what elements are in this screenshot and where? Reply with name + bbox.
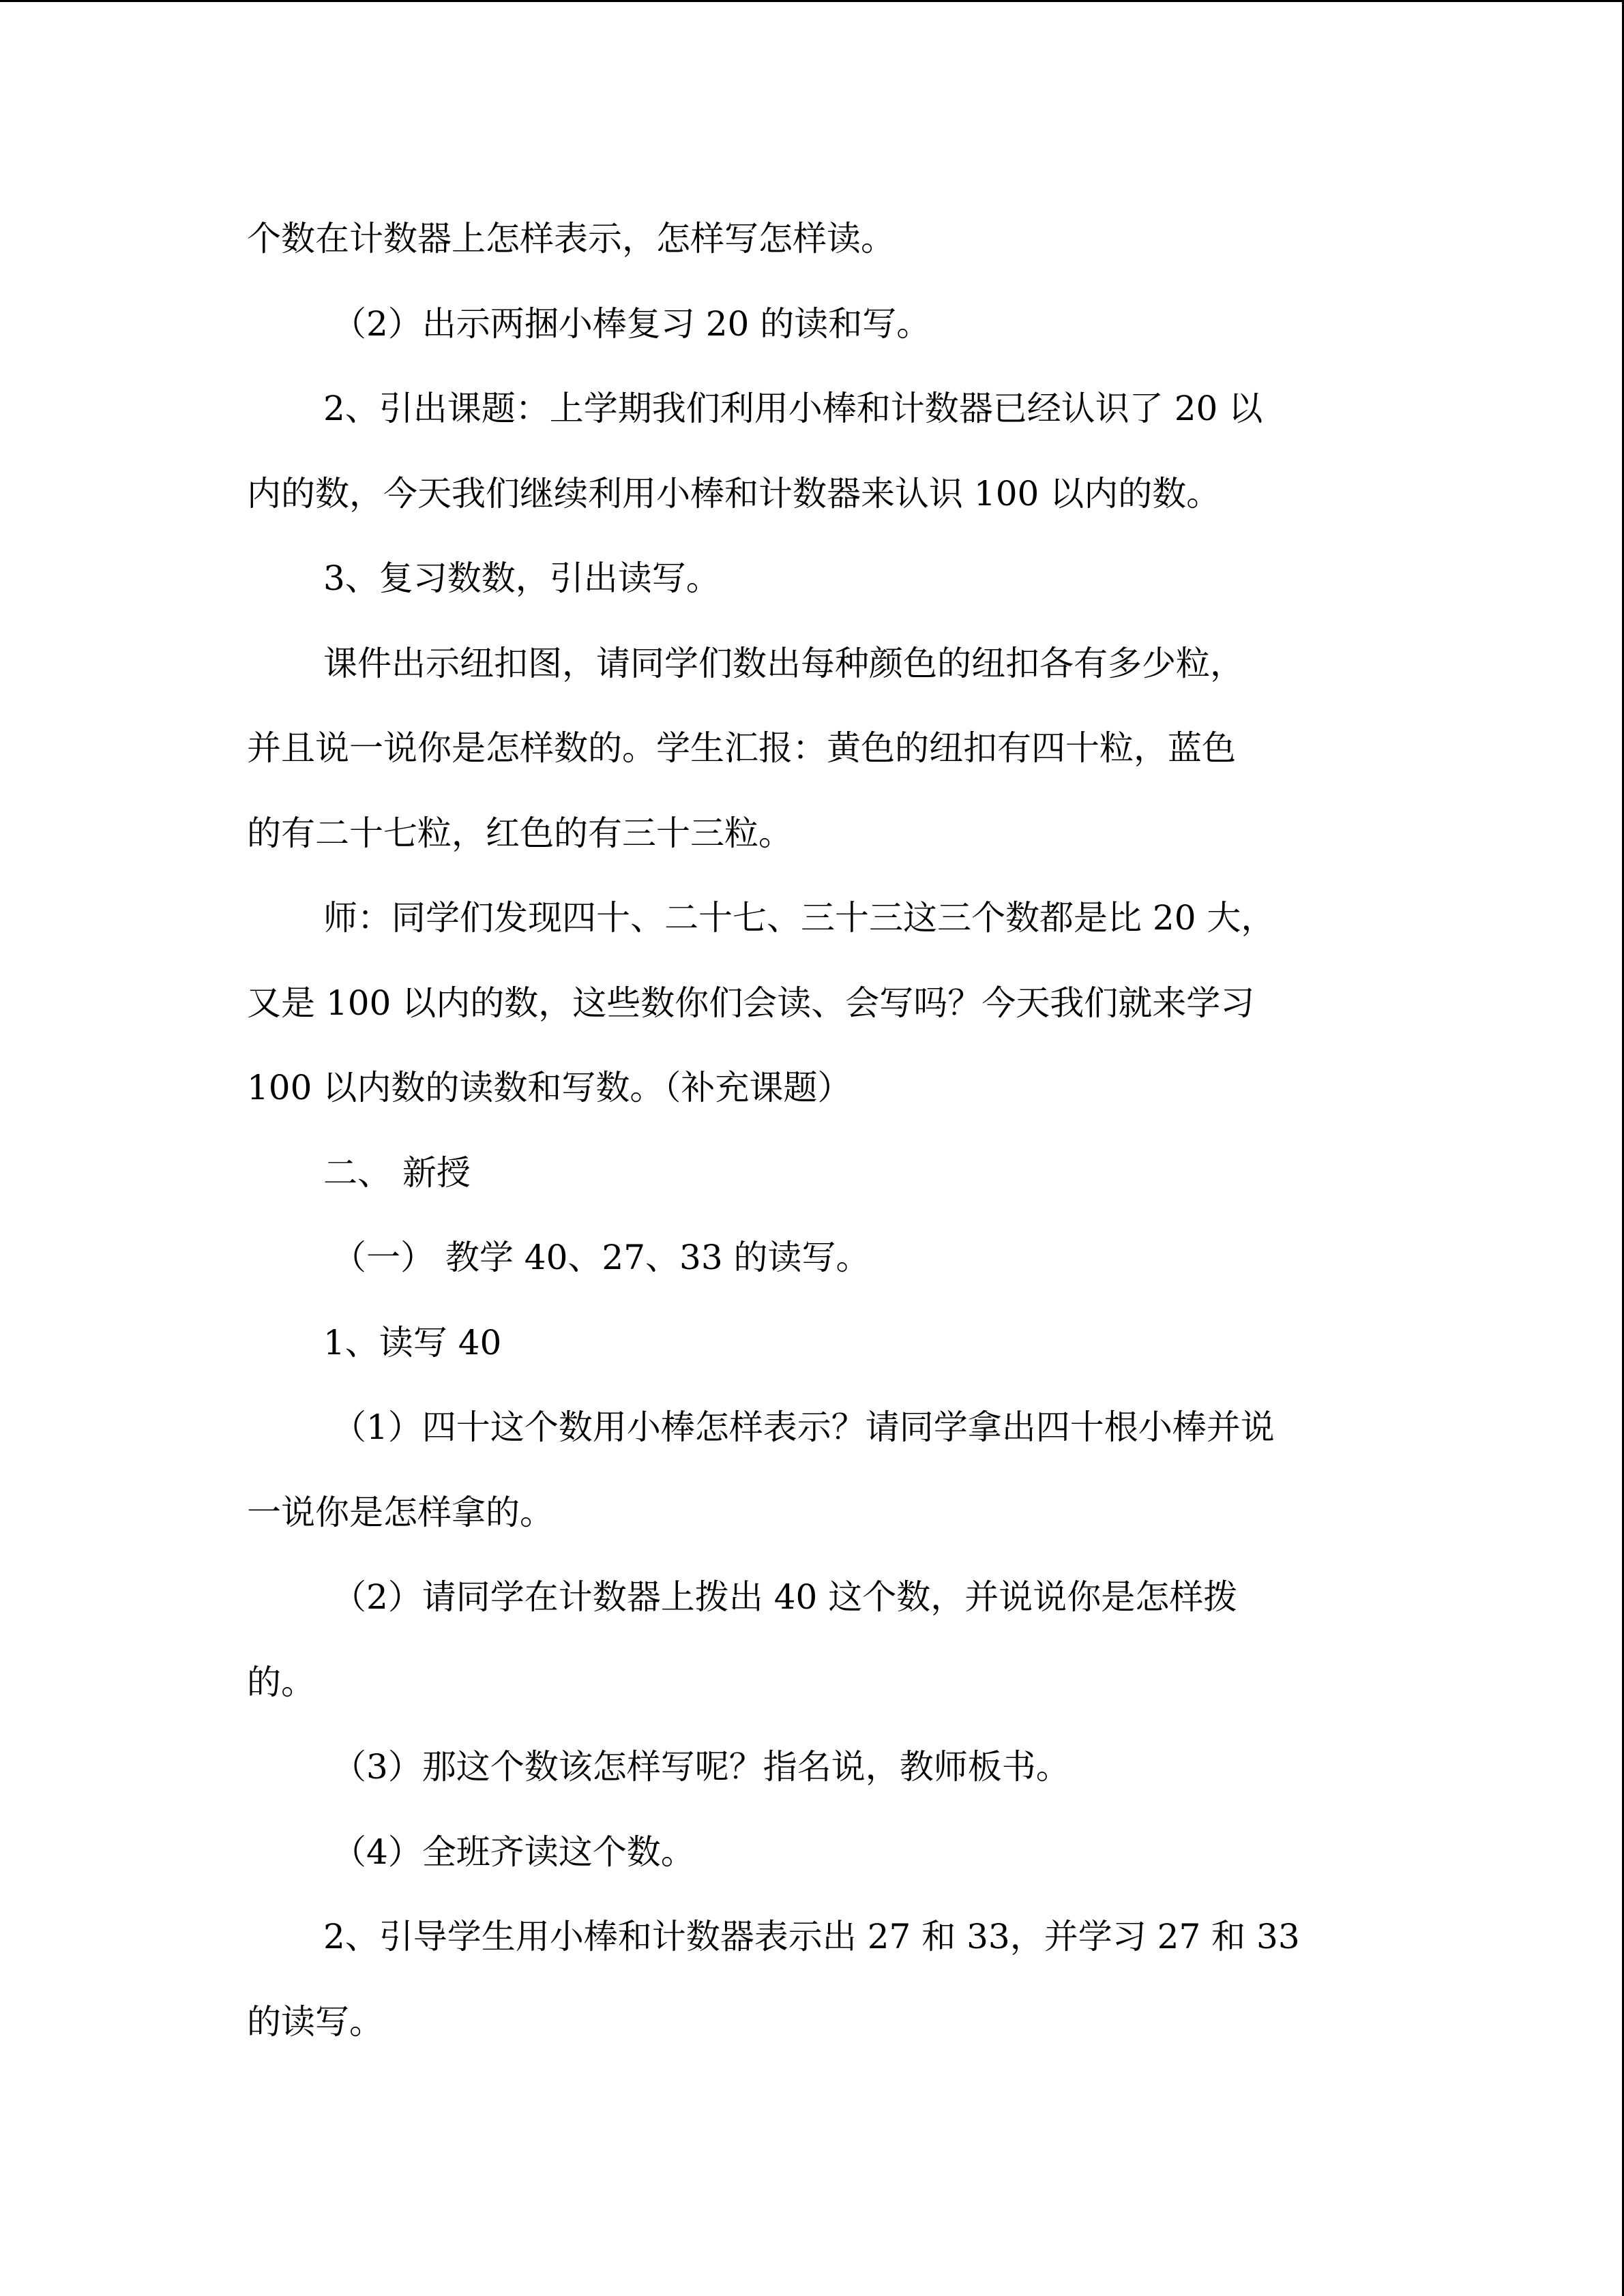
top-border-line (0, 0, 1624, 2)
text-line: 课件出示纽扣图，请同学们数出每种颜色的纽扣各有多少粒， (323, 643, 1244, 683)
text-line: 3、复习数数，引出读写。 (323, 558, 720, 598)
text-line: 1、读写 40 (323, 1322, 502, 1362)
text-line: 个数在计数器上怎样表示，怎样写怎样读。 (247, 219, 895, 258)
text-line: 内的数，今天我们继续利用小棒和计数器来认识 100 以内的数。 (247, 473, 1221, 513)
text-line: 2、引导学生用小棒和计数器表示出 27 和 33，并学习 27 和 33 (323, 1917, 1300, 1956)
text-line: （2）请同学在计数器上拨出 40 这个数，并说说你是怎样拨 (332, 1577, 1238, 1617)
text-line: 的有二十七粒，红色的有三十三粒。 (247, 813, 793, 853)
text-line: 2、引出课题：上学期我们利用小棒和计数器已经认识了 20 以 (323, 389, 1263, 428)
subsection-heading: （一） 教学 40、27、33 的读写。 (332, 1238, 870, 1277)
section-heading: 二、 新授 (323, 1152, 471, 1193)
text-line: （3）那这个数该怎样写呢？指名说，教师板书。 (332, 1747, 1070, 1787)
text-line: 又是 100 以内的数，这些数你们会读、会写吗？今天我们就来学习 (247, 983, 1255, 1023)
text-line: 的读写。 (247, 2001, 383, 2042)
text-line: （2）出示两捆小棒复习 20 的读和写。 (332, 303, 931, 344)
text-line: （4）全班齐读这个数。 (332, 1832, 695, 1872)
text-line: 的。 (247, 1662, 315, 1702)
text-line: 100 以内数的读数和写数。（补充课题） (247, 1068, 852, 1107)
text-line: 并且说一说你是怎样数的。学生汇报：黄色的纽扣有四十粒，蓝色 (247, 728, 1236, 768)
text-line: （1）四十这个数用小棒怎样表示？请同学拿出四十根小棒并说 (332, 1407, 1275, 1447)
document-body (247, 205, 1372, 2072)
text-line: 师：同学们发现四十、二十七、三十三这三个数都是比 20 大， (323, 898, 1275, 938)
text-line: 一说你是怎样拿的。 (247, 1492, 554, 1532)
